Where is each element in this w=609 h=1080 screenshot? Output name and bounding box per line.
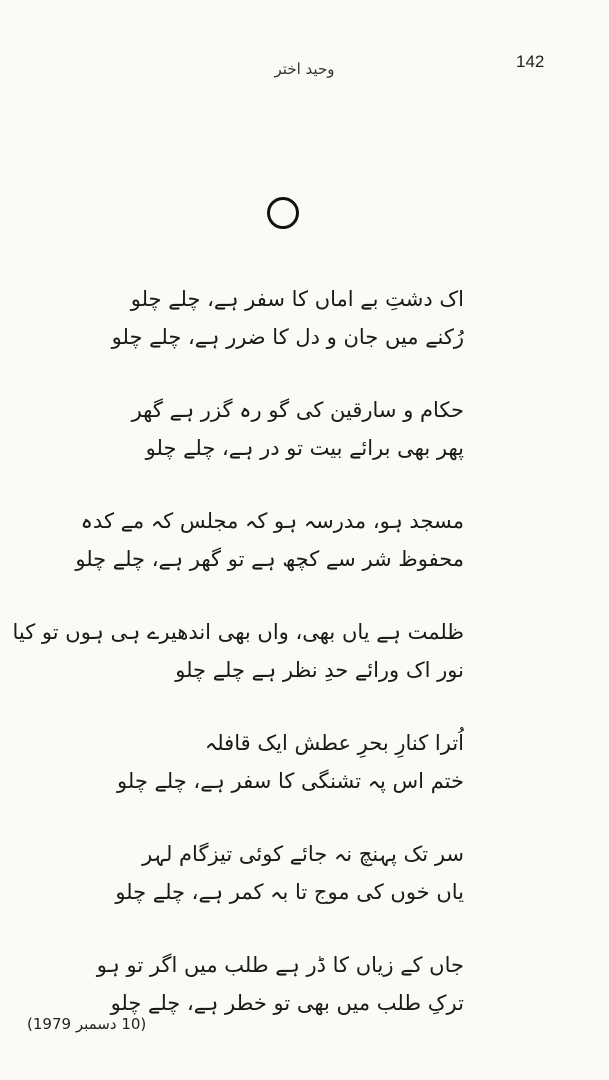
verse-line: مسجد ہو، مدرسہ ہو کہ مجلس کہ مے کدہ (80, 509, 464, 533)
verse-line: نور اک ورائے حدِ نظر ہے چلے چلو (175, 658, 464, 682)
verse-line: یاں خوں کی موج تا بہ کمر ہے، چلے چلو (115, 880, 464, 904)
stanza (112, 280, 464, 356)
verse-line: سر تک پہنچ نہ جائے کوئی تیزگام لہر (142, 842, 464, 866)
verse-line: اک دشتِ بے اماں کا سفر ہے، چلے چلو (130, 287, 464, 311)
verse-line: اُترا کنارِ بحرِ عطش ایک قافلہ (204, 731, 464, 755)
stanza (112, 724, 464, 800)
composition-date: (10 دسمبر 1979) (27, 1015, 147, 1033)
stanza (96, 946, 464, 1022)
stanza (112, 835, 464, 911)
verse-line: ظلمت ہے یاں بھی، واں بھی اندھیرے ہی ہوں تو کیا (12, 620, 464, 644)
verse-line: رُکنے میں جان و دل کا ضرر ہے، چلے چلو (111, 325, 464, 349)
verse-line: محفوظ شر سے کچھ ہے تو گھر ہے، چلے چلو (75, 547, 464, 571)
verse-line: ترکِ طلب میں بھی تو خطر ہے، چلے چلو (110, 991, 464, 1015)
verse-line: ختم اس پہ تشنگی کا سفر ہے، چلے چلو (117, 769, 464, 793)
verse-line: پھر بھی برائے بیت تو در ہے، چلے چلو (145, 436, 464, 460)
verse-line: جاں کے زیاں کا ڈر ہے طلب میں اگر تو ہو (96, 953, 464, 977)
section-ring-icon (267, 197, 299, 229)
verse-line: حکام و سارقین کی گو رہ گزر ہے گھر (131, 398, 464, 422)
stanza (75, 502, 464, 578)
running-head-author: وحید اختر (274, 60, 335, 78)
stanza (112, 391, 464, 467)
stanza (12, 613, 464, 689)
page-number: 142 (516, 52, 545, 71)
